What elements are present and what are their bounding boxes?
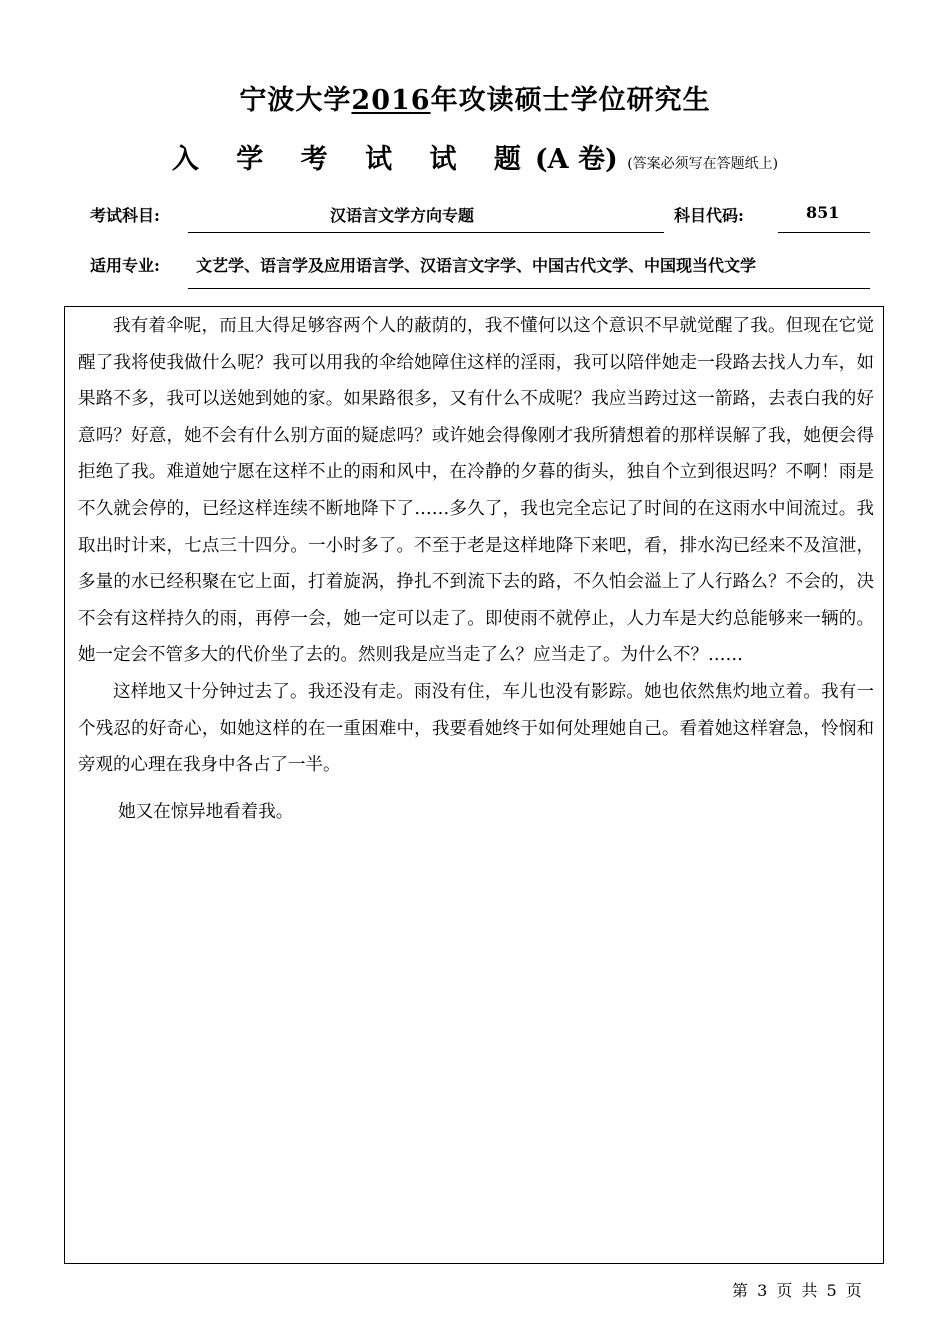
paragraph: 我有着伞呢，而且大得足够容两个人的蔽荫的，我不懂何以这个意识不早就觉醒了我。但现在它觉醒了我将使我做什么呢？我可以用我的伞给她障住这样的淫雨，我可以陪伴她走一段路去找人力车，如果路不多，我可以送她到她的家。如果路很多，又有什么不成呢？我应当跨过这一箭路，去表白我的好意吗？好意，她不会有什么别方面的疑虑吗？或许她会得像刚才我所猜想着的那样误解了我，她便会得拒绝了我。难道她宁愿在这样不止的雨和风中，在冷静的夕暮的街头，独自个立到很迟吗？不啊！雨是不久就会停的，已经这样连续不断地降下了……多久了，我也完全忘记了时间的在这雨水中间流过。我取出时计来，七点三十四分。一小时多了。不至于老是这样地降下来吧，看，排水沟已经来不及渲泄，多量的水已经积聚在它上面，打着旋涡，挣扎不到流下去的路，不久怕会溢上了人行路么？不会的，决不会有这样持久的雨，再停一会，她一定可以走了。即使雨不就停止，人力车是大约总能够来一辆的。她一定会不管多大的代价坐了去的。然则我是应当走了么？应当走了。为什么不？…… (78, 316, 874, 666)
major-label: 适用专业: (90, 256, 160, 275)
exam-year: 2016 (351, 85, 431, 116)
subject-value: 汉语言文学方向专题 (330, 206, 475, 225)
paragraph: 她又在惊异地看着我。 (118, 801, 294, 822)
question-text (78, 308, 874, 830)
code-value: 851 (806, 203, 840, 222)
title-suffix: 年攻读硕士学位研究生 (430, 85, 711, 116)
major-underline (188, 288, 870, 289)
exam-title-line2 (0, 137, 950, 176)
code-underline (778, 232, 870, 233)
paragraph: 这样地又十分钟过去了。我还没有走。雨没有住，车儿也没有影踪。她也依然焦灼地立着。我有一个残忍的好奇心，如她这样的在一重困难中，我要看她终于如何处理她自己。看着她这样窘急，怜悯和旁观的心理在我身中各占了一半。 (78, 681, 874, 776)
major-value: 文艺学、语言学及应用语言学、汉语言文字学、中国古代文学、中国现当代文学 (196, 256, 757, 275)
volume-label: (A 卷) (534, 144, 618, 175)
exam-title-line1 (0, 78, 950, 117)
page-number: 第 3 页 共 5 页 (732, 1281, 864, 1300)
university-name: 宁波大学 (239, 85, 352, 116)
subject-underline (188, 232, 664, 233)
subject-label: 考试科目: (90, 206, 160, 225)
code-label: 科目代码: (674, 206, 744, 225)
answer-note: (答案必须写在答题纸上) (627, 156, 779, 172)
exam-title: 入 学 考 试 试 题 (171, 144, 535, 175)
